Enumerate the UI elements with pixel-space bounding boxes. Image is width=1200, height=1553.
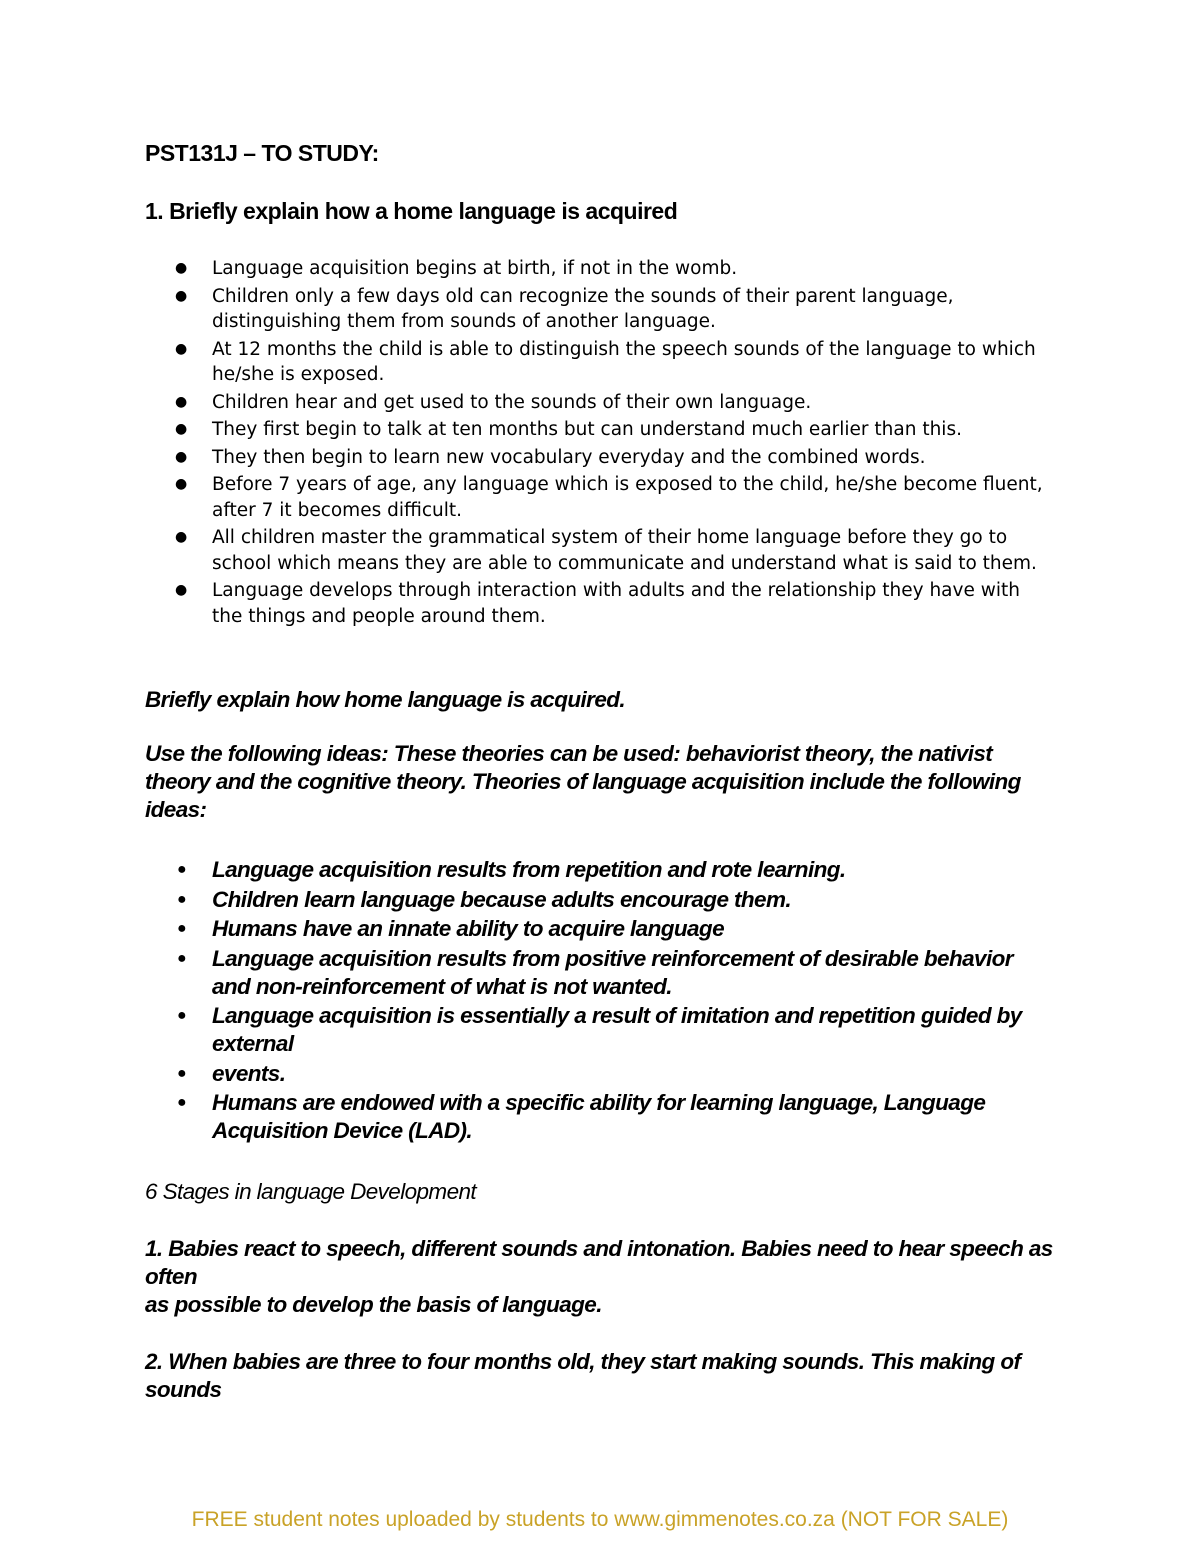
bullet-icon: ●: [175, 448, 188, 465]
list-item: ● Language develops through interaction with adults and the relationship they have with the things and people around them.: [175, 580, 1020, 627]
document-title: PST131J – TO STUDY:: [145, 140, 379, 166]
bullet-icon: ●: [175, 393, 188, 410]
bullet-icon: ●: [177, 949, 187, 967]
stage-1-line-2: as possible to develop the basis of language.: [145, 1292, 602, 1317]
acquisition-list: [145, 256, 1055, 631]
footer-watermark: FREE student notes uploaded by students to www.gimmenotes.co.za (NOT FOR SALE): [191, 1508, 1009, 1531]
list-item: ● Language acquisition is essentially a result of imitation and repetition guided by external: [177, 1003, 1022, 1056]
bullet-icon: ●: [175, 287, 188, 304]
bullet-icon: ●: [175, 529, 188, 545]
question2-heading: Briefly explain how home language is acquired.: [145, 687, 626, 712]
bullet-icon: ●: [177, 920, 187, 937]
stage-1-line-1: 1. Babies react to speech, different sounds and intonation. Babies need to hear speech as often: [145, 1236, 1053, 1289]
list-item: ● Children hear and get used to the sounds of their own language.: [145, 390, 1055, 416]
ideas-intro: Use the following ideas: These theories can be used: behaviorist theory, the nativist theory and the cognitive theory. Theories of language acquisition include the following ideas:: [145, 741, 1021, 822]
list-item: ● Before 7 years of age, any language which is exposed to the child, he/she become fluent, after 7 it becomes difficult.: [175, 474, 1043, 521]
stage-2-paragraph: 2. When babies are three to four months old, they start making sounds. This making of sounds: [145, 1349, 1021, 1402]
bullet-icon: ●: [177, 1007, 187, 1024]
bullet-icon: ●: [177, 1094, 187, 1111]
list-item: ● Humans are endowed with a specific ability for learning language, Language Acquisition Device (LAD).: [177, 1090, 986, 1143]
bullet-icon: ●: [177, 890, 187, 908]
bullet-icon: ●: [175, 476, 188, 492]
stage-1-paragraph: [145, 1235, 1055, 1319]
list-item: ● They first begin to talk at ten months but can understand much earlier than this.: [145, 417, 1055, 443]
bullet-icon: ●: [177, 1064, 187, 1082]
list-item: ● Language acquisition results from positive reinforcement of desirable behavior and non-reinforcement of what is not wanted.: [177, 945, 1013, 999]
stages-heading: 6 Stages in language Development: [145, 1179, 477, 1204]
bullet-icon: ●: [175, 421, 188, 437]
theory-list: [145, 856, 1055, 1147]
list-item: ● Children only a few days old can recognize the sounds of their parent language, distinguishing them from sounds of another language.: [175, 285, 954, 332]
question1-heading: 1. Briefly explain how a home language is acquired: [145, 198, 678, 224]
list-item: ● Language acquisition results from repetition and rote learning.: [177, 857, 846, 882]
bullet-icon: ●: [177, 861, 187, 878]
list-item: ● Children learn language because adults encourage them.: [177, 886, 792, 912]
list-item: ● events.: [177, 1060, 286, 1086]
list-item: ● At 12 months the child is able to distinguish the speech sounds of the language to which he/she is exposed.: [175, 338, 1036, 385]
list-item: ● Humans have an innate ability to acquire language: [177, 916, 724, 941]
bullet-icon: ●: [175, 582, 188, 598]
bullet-icon: ●: [175, 340, 188, 357]
list-item: ● They then begin to learn new vocabulary everyday and the combined words.: [145, 445, 1055, 471]
list-item: ● All children master the grammatical system of their home language before they go to school which means they are able to communicate and understand what is said to them.: [175, 527, 1037, 574]
list-item: ● Language acquisition begins at birth, if not in the womb.: [145, 256, 1055, 282]
bullet-icon: ●: [175, 260, 188, 276]
